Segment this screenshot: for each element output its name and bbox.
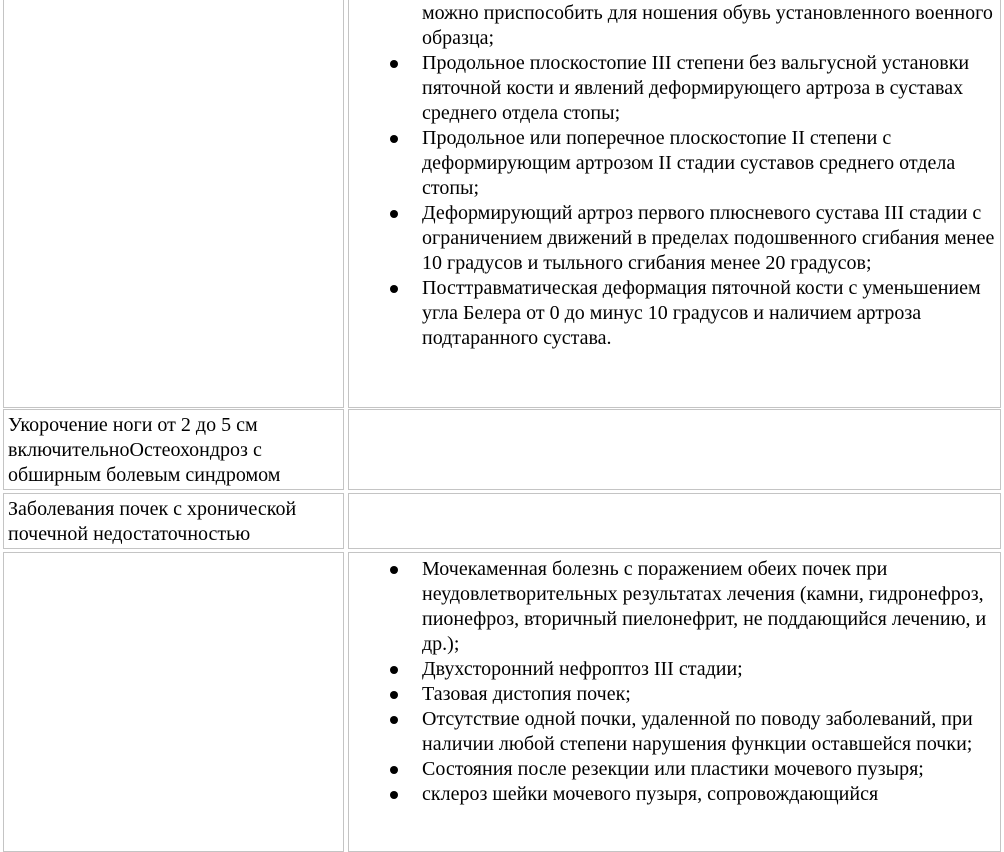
row-4-condition-cell [3, 552, 344, 852]
criteria-list-item [349, 51, 997, 126]
bullet-icon [390, 766, 398, 774]
criteria-list-item [349, 782, 997, 807]
criteria-continuation-text [349, 1, 997, 51]
bullet-icon [390, 791, 398, 799]
row-1-criteria-cell [348, 0, 1001, 408]
bullet-icon [390, 716, 398, 724]
bullet-icon [390, 566, 398, 574]
criteria-list-item [349, 682, 997, 707]
bullet-icon [390, 666, 398, 674]
bullet-icon [390, 285, 398, 293]
criteria-item-text: Мочекаменная болезнь с поражением обеих почек при неудовлетворительных результатах лечения (камни, гидронефроз, пионефроз, вторичный пиелонефрит, не поддающийся лечению, и др.); [422, 558, 987, 655]
criteria-list-item [349, 657, 997, 682]
criteria-item-text: Тазовая дистопия почек; [422, 683, 631, 705]
criteria-list-item [349, 201, 997, 276]
criteria-list-item [349, 707, 997, 757]
row-4-criteria-list [349, 557, 1002, 807]
criteria-item-text: можно приспособить для ношения обувь установленного военного образца; [422, 2, 993, 49]
criteria-item-text: Деформирующий артроз первого плюсневого сустава III стадии с ограничением движений в пределах подошвенного сгибания менее 10 градусов и тыльного сгибания менее 20 градусов; [422, 202, 995, 274]
criteria-item-text: Продольное или поперечное плоскостопие II степени с деформирующим артрозом II стадии суставов среднего отдела стопы; [422, 127, 956, 199]
condition-text: Заболевания почек с хронической почечной недостаточностью [8, 498, 297, 545]
criteria-item-text: Посттравматическая деформация пяточной кости с уменьшением угла Белера от 0 до минус 10 градусов и наличием артроза подтаранного сустава. [422, 277, 981, 349]
row-3-condition-cell [3, 493, 344, 549]
criteria-item-text: Состояния после резекции или пластики мочевого пузыря; [422, 758, 924, 780]
row-2-condition-cell [3, 409, 344, 490]
row-3-criteria-cell [348, 493, 1001, 549]
criteria-list-item [349, 557, 997, 657]
bullet-icon [390, 60, 398, 68]
criteria-list-item [349, 757, 997, 782]
bullet-icon [390, 210, 398, 218]
criteria-item-text: Отсутствие одной почки, удаленной по поводу заболеваний, при наличии любой степени нарушения функции оставшейся почки; [422, 708, 973, 755]
bullet-icon [390, 691, 398, 699]
row-4-criteria-cell [348, 552, 1001, 852]
bullet-icon [390, 135, 398, 143]
criteria-item-text: склероз шейки мочевого пузыря, сопровождающийся [422, 783, 879, 805]
row-1-condition-cell [3, 0, 344, 408]
criteria-list-item [349, 126, 997, 201]
criteria-item-text: Двухсторонний нефроптоз III стадии; [422, 658, 743, 680]
condition-text: Укорочение ноги от 2 до 5 см включительноОстеохондроз с обширным болевым синдромом [8, 414, 281, 486]
criteria-list-item [349, 276, 997, 351]
row-2-criteria-cell [348, 409, 1001, 490]
criteria-item-text: Продольное плоскостопие III степени без вальгусной установки пяточной кости и явлений деформирующего артроза в суставах среднего отдела стопы; [422, 52, 970, 124]
row-1-criteria-list [349, 1, 1002, 351]
